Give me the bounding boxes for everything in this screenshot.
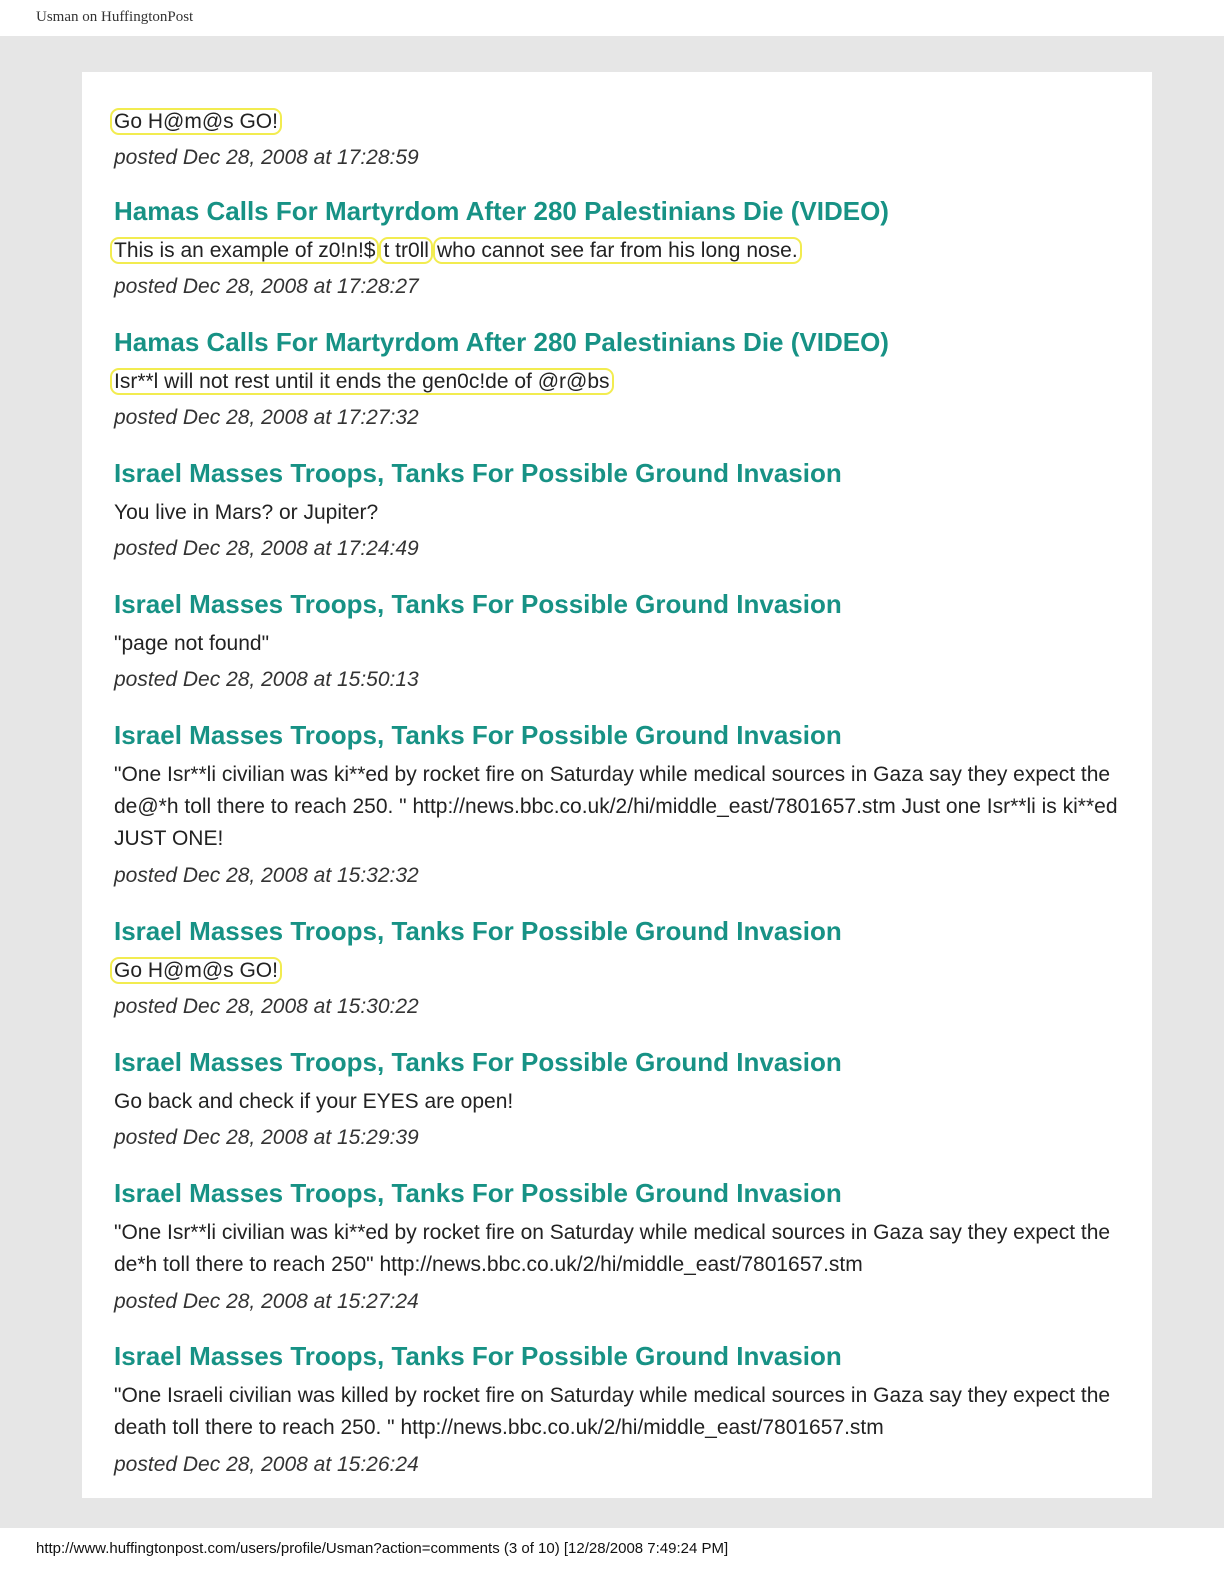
comment-body: [114, 497, 1132, 529]
article-title-link[interactable]: Israel Masses Troops, Tanks For Possible Ground Invasion: [114, 916, 842, 946]
highlighted-text: Go H@m@s GO!: [110, 108, 282, 135]
comment-text: Go back and check if your EYES are open!: [114, 1090, 514, 1113]
comment-body: [114, 759, 1132, 855]
comment-text: You live in Mars? or Jupiter?: [114, 501, 379, 524]
posted-timestamp: posted Dec 28, 2008 at 15:50:13: [114, 668, 419, 691]
comment-body: [114, 955, 1132, 987]
article-title-link[interactable]: Israel Masses Troops, Tanks For Possible Ground Invasion: [114, 1178, 842, 1208]
article-title-link[interactable]: Israel Masses Troops, Tanks For Possible Ground Invasion: [114, 458, 842, 488]
article-title-link[interactable]: Israel Masses Troops, Tanks For Possible Ground Invasion: [114, 589, 842, 619]
article-title-link[interactable]: Israel Masses Troops, Tanks For Possible Ground Invasion: [114, 720, 842, 750]
print-header: Usman on HuffingtonPost: [36, 9, 194, 25]
posted-timestamp: posted Dec 28, 2008 at 17:28:27: [114, 275, 419, 298]
posted-timestamp: posted Dec 28, 2008 at 15:29:39: [114, 1126, 419, 1149]
posted-timestamp: posted Dec 28, 2008 at 17:27:32: [114, 406, 419, 429]
comment-body: [114, 106, 1132, 138]
page-background: [0, 36, 1224, 1528]
comment-text: "One Isr**li civilian was ki**ed by rocket fire on Saturday while medical sources in Gaza say they expect the de@*h toll there to reach 250. " http://news.bbc.co.uk/2/hi/middle_east/7801657.stm Just one Isr**li is ki**ed JUST ONE!: [114, 763, 1118, 850]
comment-text: "One Israeli civilian was killed by rocket fire on Saturday while medical sources in Gaza say they expect the death toll there to reach 250. " http://news.bbc.co.uk/2/hi/middle_east/7801657.stm: [114, 1384, 1111, 1439]
print-footer: http://www.huffingtonpost.com/users/profile/Usman?action=comments (3 of 10) [12/28/2008 7:49:24 PM]: [36, 1540, 729, 1557]
comment-body: [114, 1217, 1132, 1281]
posted-timestamp: posted Dec 28, 2008 at 17:28:59: [114, 146, 419, 169]
comment-body: [114, 235, 1132, 267]
comment-body: [114, 366, 1132, 398]
highlighted-text: t tr0ll: [379, 237, 433, 264]
posted-timestamp: posted Dec 28, 2008 at 15:30:22: [114, 995, 419, 1018]
highlighted-text: This is an example of z0!n!$: [110, 237, 379, 264]
article-title-link[interactable]: Israel Masses Troops, Tanks For Possible Ground Invasion: [114, 1341, 842, 1371]
comment-text: "page not found": [114, 632, 270, 655]
posted-timestamp: posted Dec 28, 2008 at 15:27:24: [114, 1290, 419, 1313]
comment-body: [114, 628, 1132, 660]
posted-timestamp: posted Dec 28, 2008 at 15:32:32: [114, 864, 419, 887]
article-title-link[interactable]: Israel Masses Troops, Tanks For Possible Ground Invasion: [114, 1047, 842, 1077]
highlighted-text: Isr**l will not rest until it ends the gen0c!de of @r@bs: [110, 368, 614, 395]
highlighted-text: Go H@m@s GO!: [110, 957, 282, 984]
article-title-link[interactable]: Hamas Calls For Martyrdom After 280 Palestinians Die (VIDEO): [114, 196, 889, 226]
highlighted-text: who cannot see far from his long nose.: [433, 237, 802, 264]
posted-timestamp: posted Dec 28, 2008 at 15:26:24: [114, 1453, 419, 1476]
article-title-link[interactable]: Hamas Calls For Martyrdom After 280 Palestinians Die (VIDEO): [114, 327, 889, 357]
comment-text: "One Isr**li civilian was ki**ed by rocket fire on Saturday while medical sources in Gaza say they expect the de*h toll there to reach 250" http://news.bbc.co.uk/2/hi/middle_east/7801657.stm: [114, 1221, 1111, 1276]
posted-timestamp: posted Dec 28, 2008 at 17:24:49: [114, 537, 419, 560]
comment-body: [114, 1086, 1132, 1118]
comment-body: [114, 1380, 1132, 1444]
comments-panel: [82, 72, 1152, 1498]
